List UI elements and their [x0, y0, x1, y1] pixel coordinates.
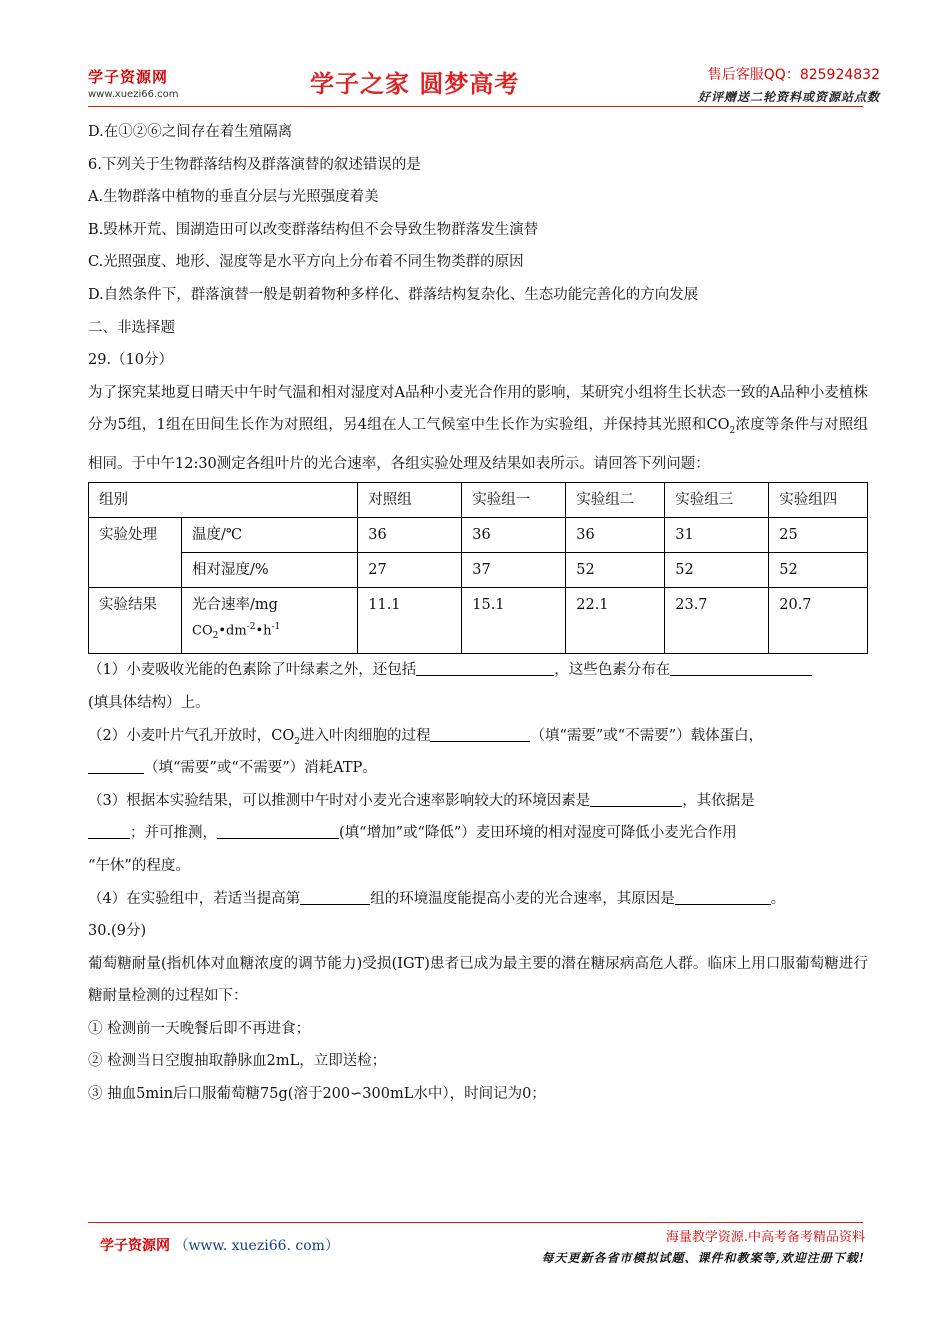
header-slogan: 学子之家 圆梦高考 [310, 70, 520, 98]
q29-sub1 [88, 654, 868, 687]
q29-intro-part1: 为了探究某地夏日晴天中午时气温和相对湿度对A品种小麦光合作用的影响，某研究小组将生长状态一致的A品种小麦植株分为5组，1组在田间生长作为对照组，另4组在人工气候室中生长作为实验组，并保持其光照和CO [88, 384, 868, 434]
q29-intro [88, 377, 868, 481]
answer-blank[interactable] [670, 657, 812, 676]
co2-subscript: 2 [729, 426, 736, 437]
unit-sup2: -1 [271, 622, 281, 633]
table-cell: 37 [462, 553, 566, 588]
result-label: 实验结果 [89, 588, 182, 654]
answer-blank[interactable] [88, 820, 130, 839]
rate-unit-line2 [192, 616, 347, 647]
q29-sub3 [88, 785, 868, 818]
text: (填“增加”或“降低”）麦田环境的相对湿度可降低小麦光合作用 [339, 825, 737, 842]
table-cell: 36 [462, 518, 566, 553]
footer-promo [470, 1226, 865, 1266]
row-label: 相对湿度/% [182, 553, 358, 588]
text: （填“需要”或“不需要”）载体蛋白， [530, 727, 764, 744]
q30-step-1: ① 检测前一天晚餐后即不再进食； [88, 1020, 311, 1037]
table-header-row [89, 483, 868, 518]
page-header [0, 0, 950, 110]
table-header-cell: 组别 [89, 483, 358, 518]
results-table [88, 482, 868, 654]
unit-h: •h [255, 623, 272, 639]
q30-heading: 30.(9分) [88, 923, 147, 940]
row-label [182, 588, 358, 654]
footer-promo-line2: 每天更新各省市模拟试题、课件和教案等,欢迎注册下载! [541, 1251, 865, 1265]
q6-option-d: D.自然条件下，群落演替一般是朝着物种多样化、群落结构复杂化、生态功能完善化的方向发展 [88, 286, 699, 303]
q6-option-a: A.生物群落中植物的垂直分层与光照强度着美 [88, 189, 379, 206]
footer-divider [88, 1222, 863, 1223]
answer-blank[interactable] [590, 788, 682, 807]
q29-sub1-cont: (填具体结构）上。 [88, 694, 210, 711]
row-label: 温度/℃ [182, 518, 358, 553]
text: （4）在实验组中，若适当提高第 [88, 890, 301, 907]
table-header-cell: 对照组 [358, 483, 462, 518]
logo-name: 学子资源网 [88, 68, 169, 86]
table-cell: 11.1 [358, 588, 462, 654]
unit-co: CO [192, 623, 213, 639]
q30-intro: 葡萄糖耐量(指机体对血糖浓度的调节能力)受损(IGT)患者已成为最主要的潜在糖尿病高危人群。临床上用口服葡萄糖进行糖耐量检测的过程如下： [88, 955, 868, 1005]
treatment-label: 实验处理 [89, 518, 182, 588]
co2-subscript: 2 [294, 736, 300, 747]
header-tagline: 好评赠送二轮资料或资源站点数 [697, 90, 880, 104]
table-cell: 20.7 [769, 588, 868, 654]
table-header-cell: 实验组二 [566, 483, 665, 518]
unit-sub: 2 [212, 631, 219, 642]
text: （3）根据本实验结果，可以推测中午时对小麦光合速率影响较大的环境因素是 [88, 792, 591, 809]
q29-sub2-cont [88, 752, 868, 785]
q30-step-2: ② 检测当日空腹抽取静脉血2mL，立即送检； [88, 1053, 387, 1070]
header-contact [640, 64, 880, 105]
table-cell: 25 [769, 518, 868, 553]
q5-option-d: D.在①②⑥之间存在着生殖隔离 [88, 124, 293, 140]
q29-sub2 [88, 720, 868, 753]
table-row [89, 518, 868, 553]
answer-blank[interactable] [430, 723, 530, 742]
site-logo[interactable] [88, 66, 179, 100]
answer-blank[interactable] [88, 755, 144, 774]
table-cell: 15.1 [462, 588, 566, 654]
table-cell: 22.1 [566, 588, 665, 654]
unit-sup1: -2 [246, 622, 256, 633]
table-cell: 23.7 [665, 588, 769, 654]
answer-blank[interactable] [675, 886, 771, 905]
text: 组的环境温度能提高小麦的光合速率，其原因是 [370, 890, 675, 907]
table-cell: 52 [665, 553, 769, 588]
table-cell: 36 [566, 518, 665, 553]
text: 进入叶肉细胞的过程 [299, 727, 431, 744]
unit-dm: •dm [218, 623, 247, 639]
table-row [89, 588, 868, 654]
footer-promo-line1: 海量教学资源.中高考备考精品资料 [665, 1230, 865, 1245]
text: ，其依据是 [682, 792, 755, 809]
footer-site-name: 学子资源网 [100, 1238, 170, 1254]
header-divider [88, 106, 863, 107]
table-cell: 36 [358, 518, 462, 553]
q29-sub3-cont [88, 817, 868, 850]
q6-option-b: B.毁林开荒、围湖造田可以改变群落结构但不会导致生物群落发生演替 [88, 221, 539, 238]
footer-logo[interactable] [100, 1235, 339, 1255]
table-cell: 31 [665, 518, 769, 553]
text: （填“需要”或“不需要”）消耗ATP。 [144, 760, 377, 777]
text: （1）小麦吸收光能的色素除了叶绿素之外，还包括 [88, 662, 417, 679]
rate-unit-line1: 光合速率/mg [192, 597, 278, 614]
q6-stem: 6.下列关于生物群落结构及群落演替的叙述错误的是 [88, 156, 421, 173]
q6-option-c: C.光照强度、地形、湿度等是水平方向上分布着不同生物类群的原因 [88, 254, 524, 271]
table-header-cell: 实验组四 [769, 483, 868, 518]
q29-heading: 29.（10分） [88, 352, 174, 369]
table-cell: 52 [769, 553, 868, 588]
answer-blank[interactable] [217, 820, 339, 839]
table-header-cell: 实验组三 [665, 483, 769, 518]
table-header-cell: 实验组一 [462, 483, 566, 518]
footer-url[interactable]: （www. xuezi66. com） [174, 1238, 339, 1254]
logo-url: www.xuezi66.com [88, 89, 179, 100]
q29-intro-part2: 浓度等条件与对照组相同。于中午12:30测定各组叶片的光合速率，各组实验处理及结果如表所示。请回答下列问题： [88, 417, 869, 472]
text: （2）小麦叶片气孔开放时，CO [88, 727, 295, 744]
qq-contact: 售后客服QQ：825924832 [707, 67, 880, 83]
answer-blank[interactable] [416, 657, 554, 676]
section-heading: 二、非选择题 [88, 319, 175, 336]
text: ，这些色素分布在 [554, 662, 671, 679]
document-body [88, 116, 868, 1111]
answer-blank[interactable] [300, 886, 370, 905]
text: ；并可推测， [130, 825, 217, 842]
table-cell: 27 [358, 553, 462, 588]
table-row [89, 553, 868, 588]
table-cell: 52 [566, 553, 665, 588]
q29-sub4 [88, 883, 868, 916]
text: 。 [770, 890, 786, 907]
q29-sub3-end: “午休”的程度。 [88, 857, 190, 874]
q30-step-3: ③ 抽血5min后口服葡萄糖75g(溶于200∽300mL水中），时间记为0； [88, 1086, 546, 1103]
